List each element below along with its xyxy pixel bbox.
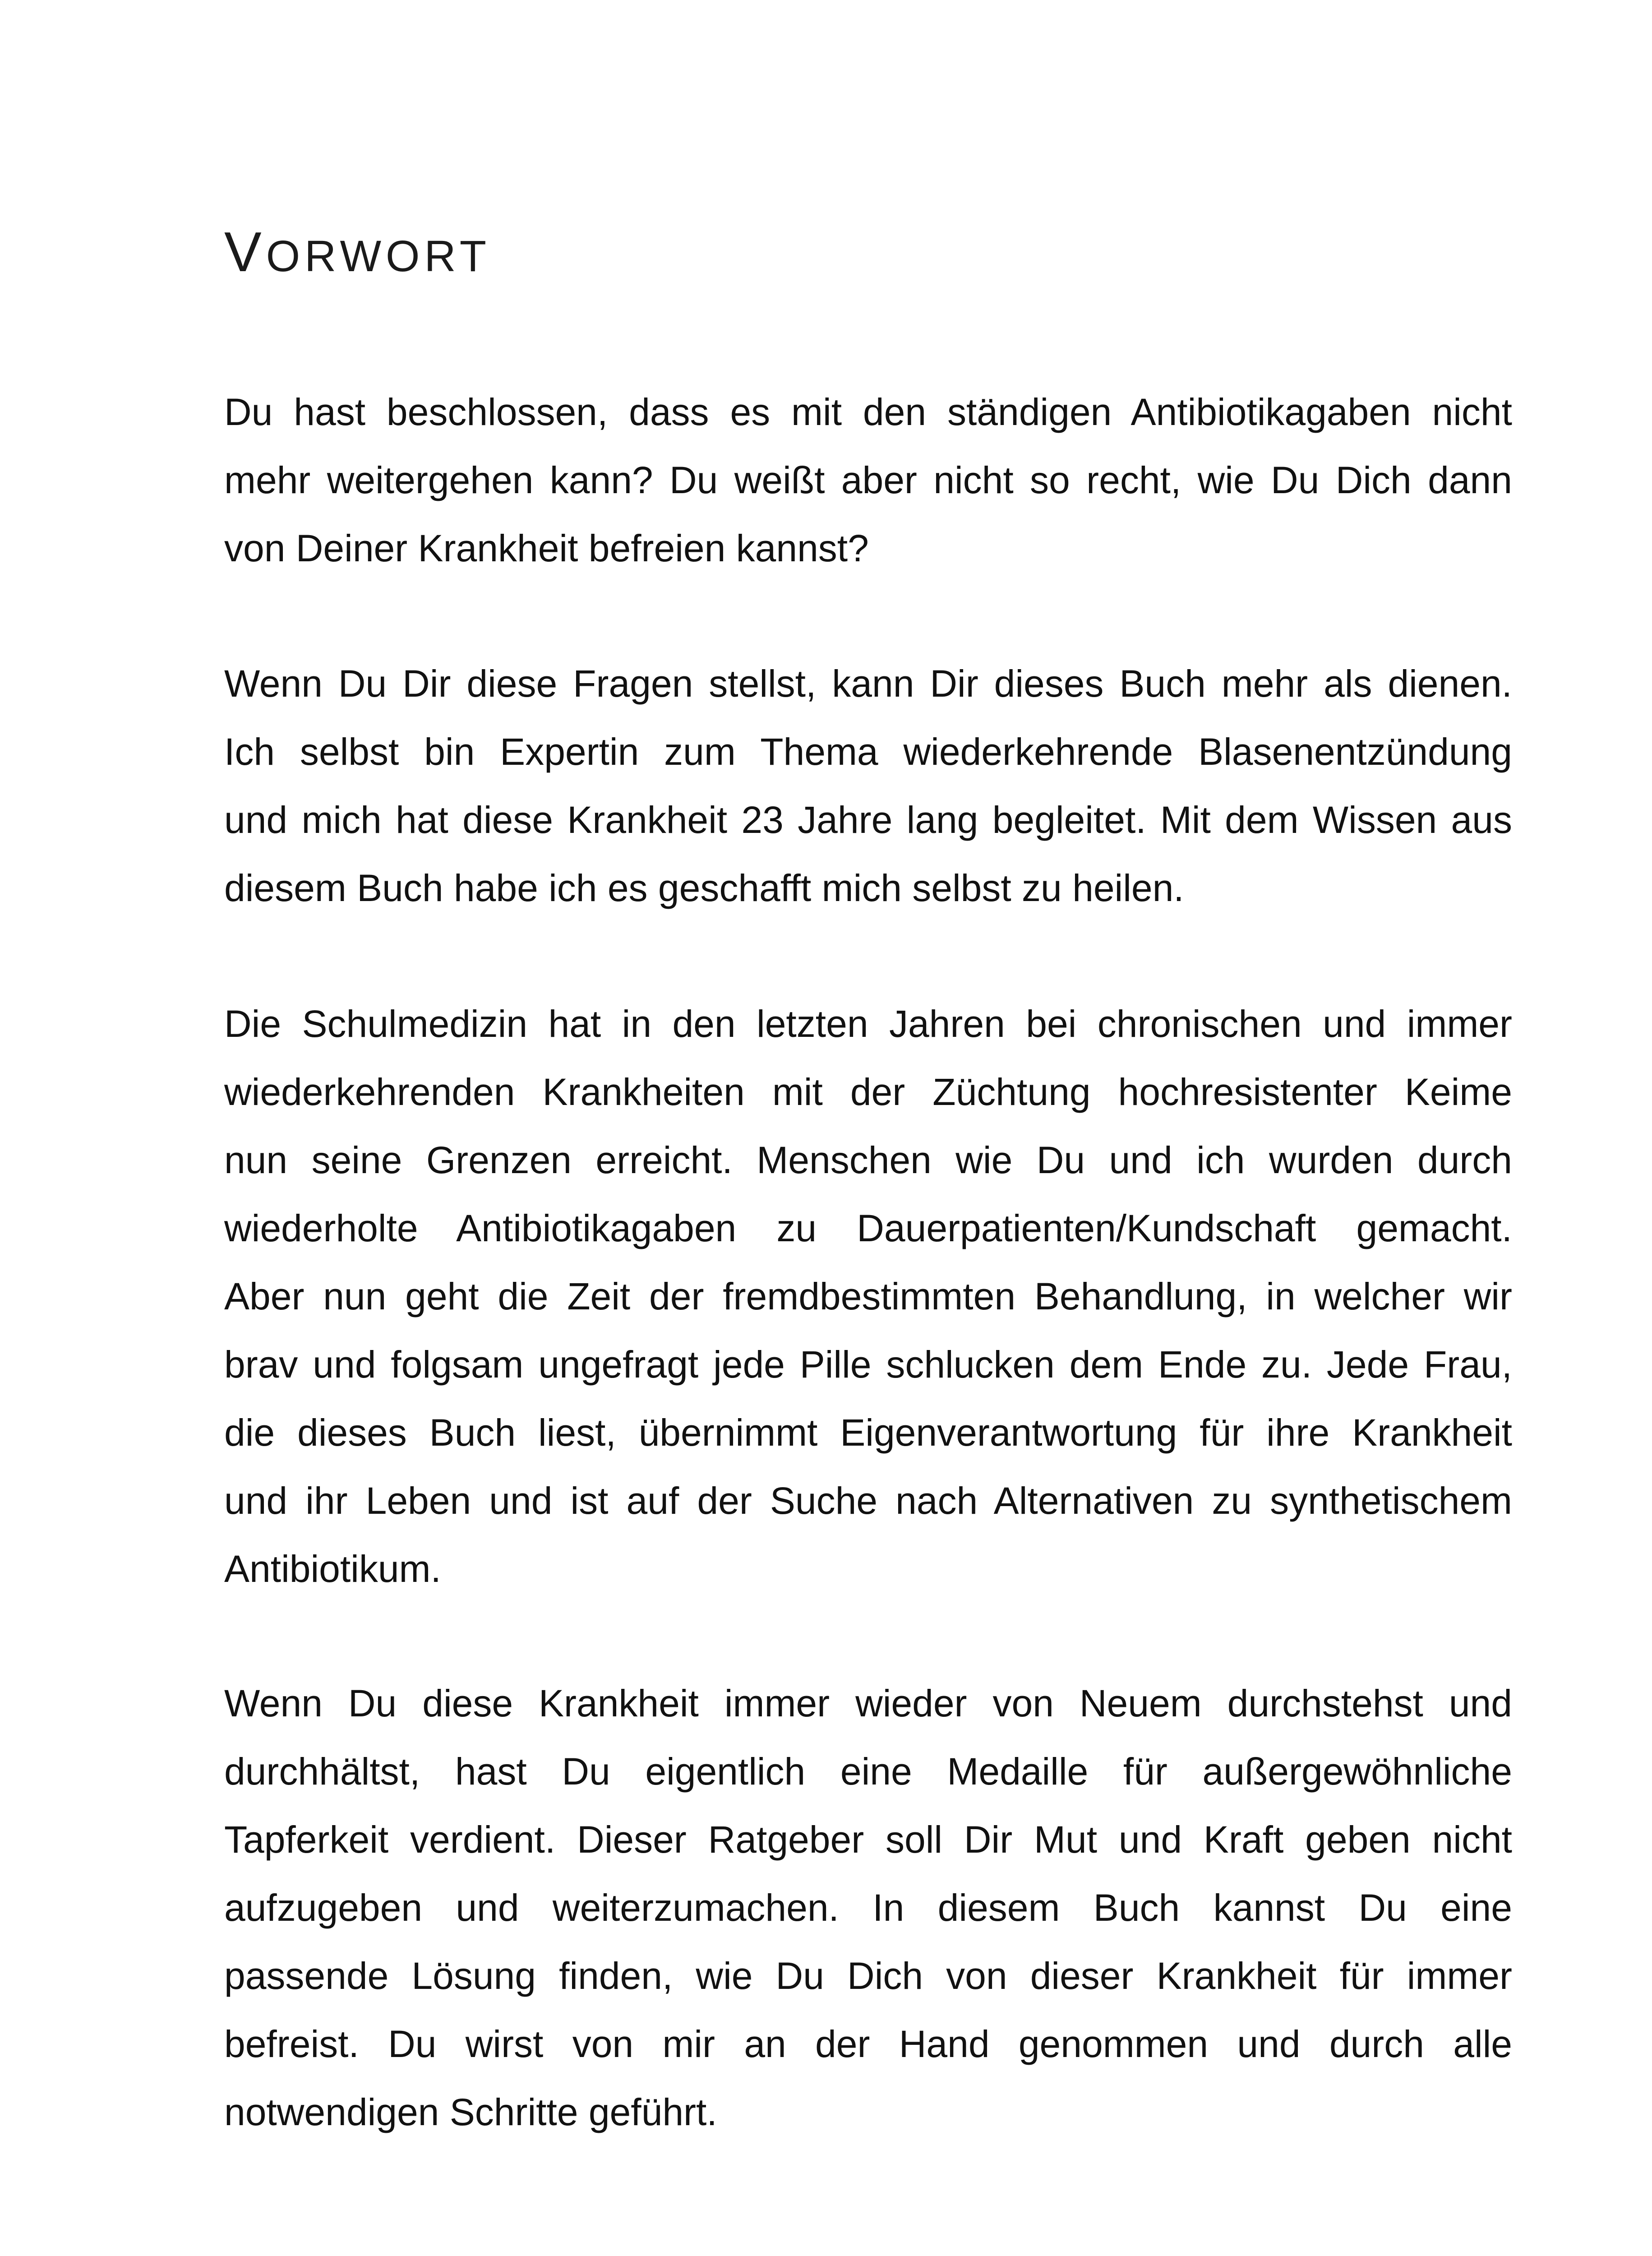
paragraph-1: [224, 378, 1512, 582]
text-line: Wenn Du Dir diese Fragen stellst, kann Dir dieses Buch mehr als dienen.: [224, 662, 1512, 705]
text-line: von Deiner Krankheit befreien kannst?: [224, 527, 869, 569]
text-line: Antibiotikum.: [224, 1548, 441, 1590]
text-line: wiederkehrenden Krankheiten mit der Züchtung hochresistenter Keime: [224, 1071, 1512, 1113]
text-line: und mich hat diese Krankheit 23 Jahre lang begleitet. Mit dem Wissen aus: [224, 799, 1512, 841]
chapter-heading: [224, 220, 491, 284]
text-line: brav und folgsam ungefragt jede Pille schlucken dem Ende zu. Jede Frau,: [224, 1343, 1512, 1386]
text-line: Du hast beschlossen, dass es mit den ständigen Antibiotikagaben nicht: [224, 391, 1512, 433]
text-line: Tapferkeit verdient. Dieser Ratgeber soll Dir Mut und Kraft geben nicht: [224, 1818, 1512, 1861]
text-line: die dieses Buch liest, übernimmt Eigenverantwortung für ihre Krankheit: [224, 1411, 1512, 1454]
paragraph-2: [224, 650, 1512, 922]
paragraph-4: [224, 1669, 1512, 2146]
text-line: Aber nun geht die Zeit der fremdbestimmten Behandlung, in welcher wir: [224, 1275, 1512, 1318]
chapter-heading-initial: V: [224, 221, 266, 283]
paragraph-3: [224, 990, 1512, 1603]
text-line: befreist. Du wirst von mir an der Hand genommen und durch alle: [224, 2023, 1512, 2065]
text-line: aufzugeben und weiterzumachen. In diesem Buch kannst Du eine: [224, 1886, 1512, 1929]
text-line: mehr weitergehen kann? Du weißt aber nicht so recht, wie Du Dich dann: [224, 459, 1512, 501]
text-line: Ich selbst bin Expertin zum Thema wiederkehrende Blasenentzündung: [224, 730, 1512, 773]
text-line: diesem Buch habe ich es geschafft mich selbst zu heilen.: [224, 867, 1184, 909]
text-line: Wenn Du diese Krankheit immer wieder von Neuem durchstehst und: [224, 1682, 1512, 1724]
text-line: Die Schulmedizin hat in den letzten Jahren bei chronischen und immer: [224, 1003, 1512, 1045]
chapter-heading-rest: ORWORT: [266, 231, 491, 281]
text-line: durchhältst, hast Du eigentlich eine Medaille für außergewöhnliche: [224, 1750, 1512, 1793]
text-line: notwendigen Schritte geführt.: [224, 2091, 717, 2133]
text-line: wiederholte Antibiotikagaben zu Dauerpatienten/Kundschaft gemacht.: [224, 1207, 1512, 1249]
text-line: nun seine Grenzen erreicht. Menschen wie Du und ich wurden durch: [224, 1139, 1512, 1181]
text-line: und ihr Leben und ist auf der Suche nach Alternativen zu synthetischem: [224, 1479, 1512, 1522]
text-line: passende Lösung finden, wie Du Dich von dieser Krankheit für immer: [224, 1955, 1512, 1997]
